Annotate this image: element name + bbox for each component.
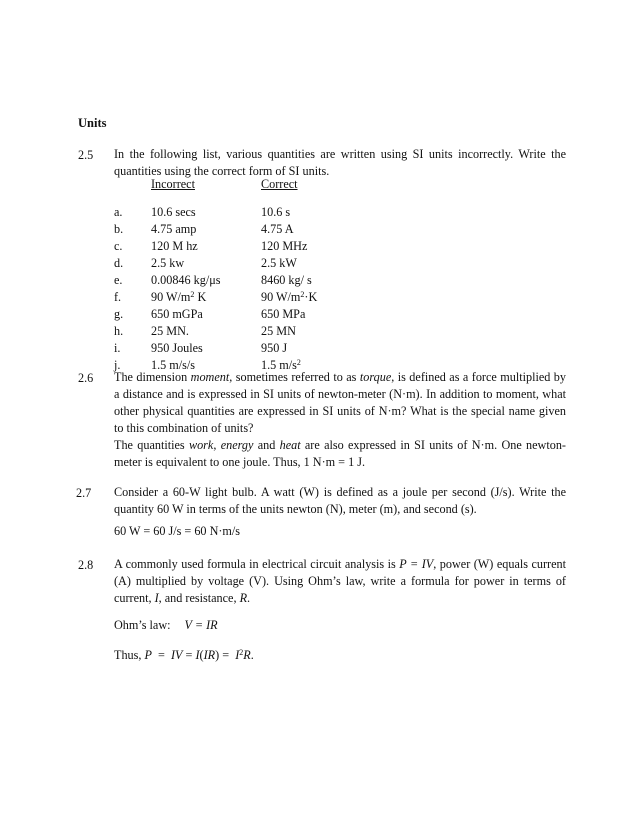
text-run: The quantities [114, 438, 189, 452]
row-letter: f. [114, 290, 122, 304]
thus-label: Thus, [114, 648, 145, 662]
row-letter: i. [114, 341, 121, 355]
row-letter: e. [114, 273, 123, 287]
correct-value: 8460 kg/ s [261, 273, 312, 287]
text-run: , sometimes referred to as [229, 370, 360, 384]
incorrect-value: 950 Joules [151, 341, 203, 355]
text-run: and [253, 438, 280, 452]
problem-number-2-7: 2.7 [76, 486, 92, 500]
term-work: work [188, 438, 214, 452]
section-heading: Units [78, 116, 107, 130]
eq-part: ) = [215, 648, 236, 662]
problem-number-2-6: 2.6 [78, 371, 94, 385]
problem-2-6-question [114, 369, 566, 437]
text-run: , power (W) equals current (A) multiplied by voltage (V). Using Ohm’s law, write a formula for power in terms of current, [114, 557, 566, 605]
incorrect-value: 10.6 secs [151, 205, 196, 219]
correct-value: 650 MPa [261, 307, 306, 321]
row-letter: g. [114, 307, 124, 321]
problem-number-2-8: 2.8 [78, 558, 94, 572]
superscript: 2 [190, 290, 195, 299]
correct-value [261, 290, 317, 305]
text-run: The dimension [114, 370, 191, 384]
problem-number-2-5: 2.5 [78, 148, 94, 162]
incorrect-value: 650 mGPa [151, 307, 203, 321]
eq-part: ( [199, 648, 204, 662]
row-letter: c. [114, 239, 123, 253]
correct-value: 4.75 A [261, 222, 294, 236]
problem-2-5-text: In the following list, various quantities are written using SI units incorrectly. Write the quantities using the correct form of SI units. [114, 147, 566, 178]
superscript: 2 [239, 648, 244, 657]
row-letter: a. [114, 205, 123, 219]
eq-part: = [182, 648, 196, 662]
text-run: A commonly used formula in electrical circuit analysis is [114, 557, 400, 571]
problem-2-7-question: Consider a 60-W light bulb. A watt (W) is defined as a joule per second (J/s). Write the quantity 60 W in terms of the units newton (N), meter (m), and second (s). [114, 485, 566, 516]
eq-part: = [151, 648, 171, 662]
row-letter: d. [114, 256, 124, 270]
problem-2-6-answer [114, 437, 566, 471]
eq-part: IR [203, 648, 216, 662]
ohms-law-line [114, 618, 218, 633]
incorrect-column-header: Incorrect [151, 177, 195, 191]
correct-value: 950 J [261, 341, 288, 355]
correct-value-part: 1.5 m/s [261, 358, 297, 372]
incorrect-value: 1.5 m/s/s [151, 358, 196, 372]
correct-value: 120 MHz [261, 239, 308, 253]
row-letter: j. [114, 358, 121, 372]
correct-value: 25 MN [261, 324, 296, 338]
symbol-resistance: R [239, 591, 248, 605]
formula-power: P = IV [399, 557, 434, 571]
thus-line [114, 648, 254, 663]
incorrect-value: 25 MN. [151, 324, 189, 338]
incorrect-value: 2.5 kw [151, 256, 185, 270]
text-run: , is defined as a force multiplied by a distance and is expressed in SI units of newton-meter (N·m). In addition to moment, what other physical quantities are expressed in SI units of N·m? What is the special name given to this combination of units? [114, 370, 566, 435]
term-heat: heat [279, 438, 301, 452]
term-moment: moment [190, 370, 230, 384]
eq-part: I [195, 648, 200, 662]
incorrect-value-part: 90 W/m [151, 290, 191, 304]
term-torque: torque [359, 370, 392, 384]
correct-value-part: ·K [304, 290, 318, 304]
problem-2-7-answer: 60 W = 60 J/s = 60 N·m/s [114, 524, 241, 538]
correct-column-header: Correct [261, 177, 298, 191]
superscript: 2 [300, 290, 305, 299]
ohms-law-label: Ohm’s law: [114, 618, 171, 632]
incorrect-value [151, 290, 206, 305]
term-energy: energy [220, 438, 254, 452]
incorrect-value-part: K [194, 290, 207, 304]
ohms-law-formula: V = IR [184, 618, 218, 632]
incorrect-value: 4.75 amp [151, 222, 197, 236]
text-run: , and resistance, [158, 591, 240, 605]
eq-part: R [243, 648, 251, 662]
correct-value: 2.5 kW [261, 256, 297, 270]
text-run: . [247, 591, 251, 605]
incorrect-value: 120 M hz [151, 239, 198, 253]
correct-value-part: 90 W/m [261, 290, 301, 304]
incorrect-value: 0.00846 kg/μs [151, 273, 221, 287]
row-letter: h. [114, 324, 124, 338]
eq-part: IV [170, 648, 183, 662]
symbol-current: I [154, 591, 159, 605]
eq-part: I [235, 648, 240, 662]
eq-part: . [250, 648, 254, 662]
eq-part: P [144, 648, 152, 662]
superscript: 2 [296, 358, 301, 367]
problem-2-8-question [114, 556, 566, 607]
text-run: , [213, 438, 221, 452]
correct-value: 10.6 s [261, 205, 291, 219]
text-run: are also expressed in SI units of N·m. One newton-meter is equivalent to one joule. Thus, 1 N·m = 1 J. [114, 438, 566, 469]
row-letter: b. [114, 222, 124, 236]
